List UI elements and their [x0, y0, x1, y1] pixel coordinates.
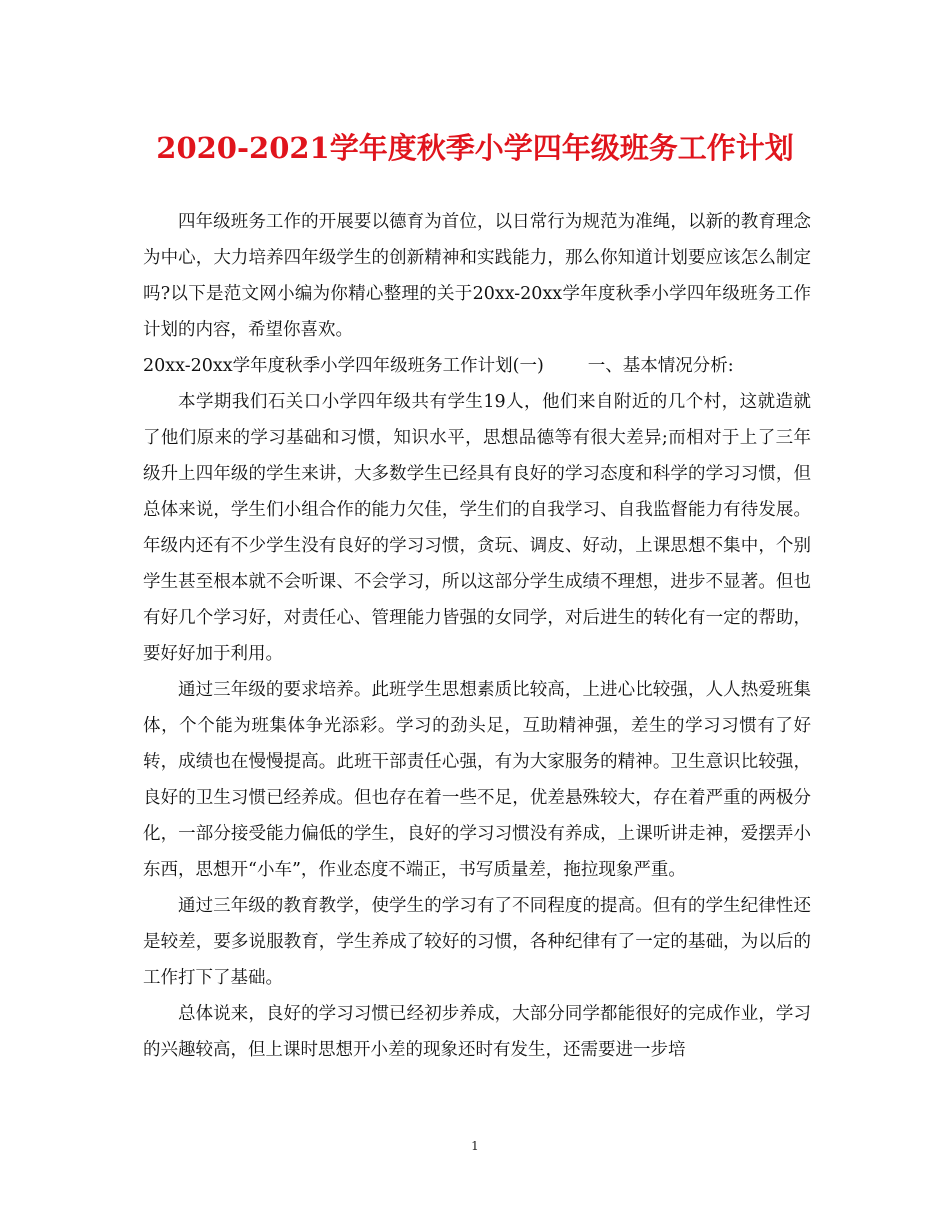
plan-subtitle: 20xx-20xx学年度秋季小学四年级班务工作计划(一) — [143, 356, 544, 376]
document-title: 2020-2021学年度秋季小学四年级班务工作计划 — [156, 131, 794, 165]
intro-paragraph: 四年级班务工作的开展要以德育为首位，以日常行为规范为准绳，以新的教育理念为中心，大力培养四年级学生的创新精神和实践能力，那么你知道计划要应该怎么制定吗?以下是范文网小编为你精心整理的关于20xx-20xx学年度秋季小学四年级班务工作计划的内容，希望你喜欢。 — [143, 212, 811, 340]
body-paragraph-4: 总体说来，良好的学习习惯已经初步养成，大部分同学都能很好的完成作业，学习的兴趣较高，但上课时思想开小差的现象还时有发生，还需要进一步培 — [143, 1004, 811, 1060]
section-heading-line — [143, 348, 811, 384]
section-heading: 一、基本情况分析: — [587, 356, 734, 376]
document-body — [143, 204, 811, 1068]
body-paragraph-1: 本学期我们石关口小学四年级共有学生19人，他们来自附近的几个村，这就造就了他们原来的学习基础和习惯，知识水平，思想品德等有很大差异;而相对于上了三年级升上四年级的学生来讲，大多数学生已经具有良好的学习态度和科学的学习习惯，但总体来说，学生们小组合作的能力欠佳，学生们的自我学习、自我监督能力有待发展。年级内还有不少学生没有良好的学习习惯，贪玩、调皮、好动，上课思想不集中，个别学生甚至根本就不会听课、不会学习，所以这部分学生成绩不理想，进步不显著。但也有好几个学习好，对责任心、管理能力皆强的女同学，对后进生的转化有一定的帮助，要好好加于利用。 — [143, 392, 811, 664]
page-number: 1 — [471, 1139, 479, 1153]
body-paragraph-3: 通过三年级的教育教学，使学生的学习有了不同程度的提高。但有的学生纪律性还是较差，要多说服教育，学生养成了较好的习惯，各种纪律有了一定的基础，为以后的工作打下了基础。 — [143, 896, 811, 988]
body-paragraph-2: 通过三年级的要求培养。此班学生思想素质比较高，上进心比较强，人人热爱班集体，个个能为班集体争光添彩。学习的劲头足，互助精神强，差生的学习习惯有了好转，成绩也在慢慢提高。此班干部责任心强，有为大家服务的精神。卫生意识比较强，良好的卫生习惯已经养成。但也存在着一些不足，优差悬殊较大，存在着严重的两极分化，一部分接受能力偏低的学生，良好的学习习惯没有养成，上课听讲走神，爱摆弄小东西，思想开“小车”，作业态度不端正，书写质量差，拖拉现象严重。 — [143, 680, 811, 880]
